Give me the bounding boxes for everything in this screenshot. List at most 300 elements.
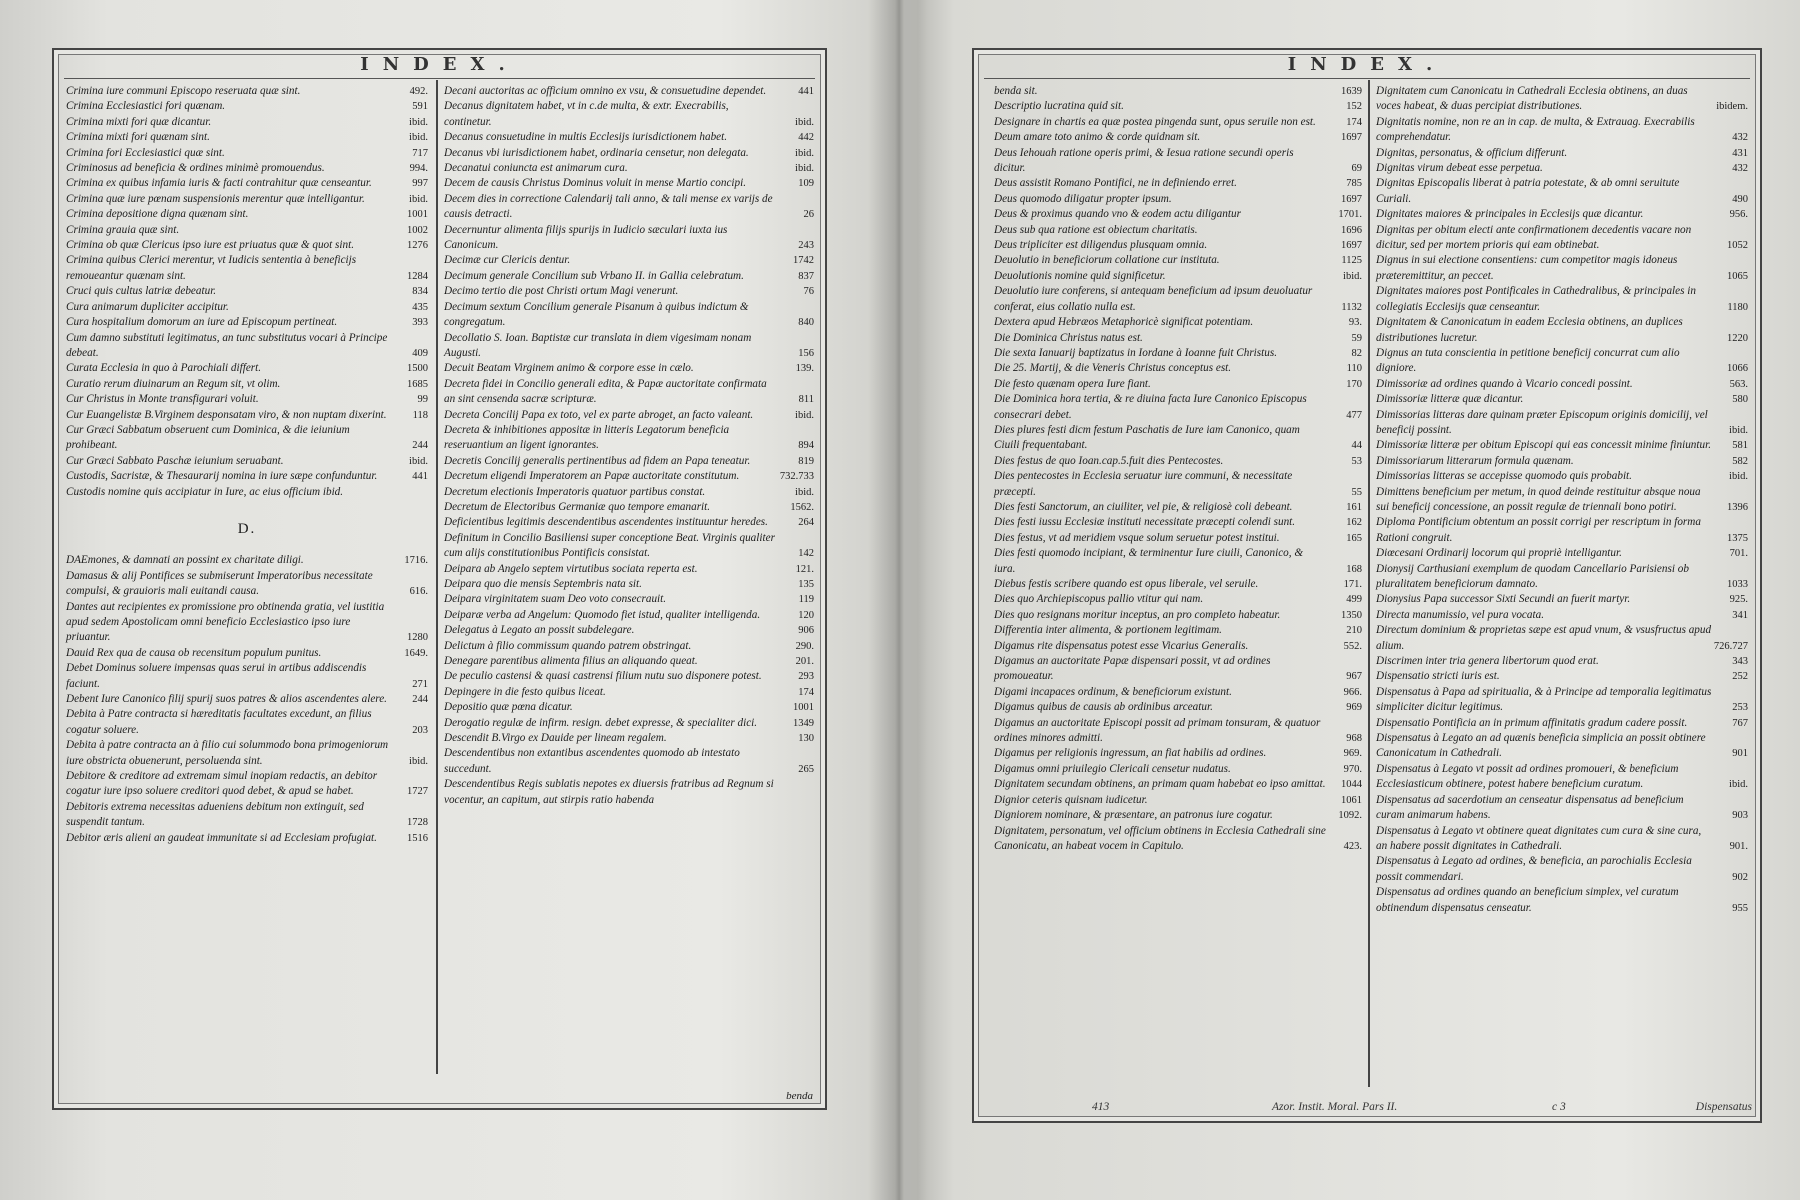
entry-text: Dies festus de quo Ioan.cap.5.fuit dies Pentecostes. [994, 454, 1224, 467]
entry-text: Digamus omni priuilegio Clericali censetur nudatus. [994, 762, 1231, 775]
entry-page-ref: ibidem. [1716, 101, 1748, 113]
entry-page-ref: 93. [1348, 317, 1362, 329]
index-entry [444, 654, 814, 669]
entry-page-ref: 1180 [1727, 301, 1748, 313]
index-entry [994, 146, 1362, 177]
entry-text: Crimina quæ iure pœnam suspensionis merentur quæ intelligantur. [66, 192, 365, 205]
entry-page-ref: 1033 [1727, 579, 1748, 590]
entry-text: Dispensatio Pontificia an in primum affinitatis gradum cadere possit. [1376, 716, 1688, 729]
entry-page-ref: ibid. [795, 163, 814, 175]
entry-page-ref: 264 [798, 517, 814, 529]
entry-page-ref: 1220 [1727, 332, 1748, 344]
entry-text: Deus quomodo diligatur propter ipsum. [994, 192, 1172, 205]
index-entry [66, 99, 428, 114]
index-entry [1376, 562, 1748, 593]
index-entry [994, 130, 1362, 145]
entry-text: Digamus an auctoritate Episcopi possit ad primam tonsuram, & quatuor ordines minores admitti. [994, 716, 1321, 745]
index-entry [444, 99, 814, 130]
index-entry [444, 777, 814, 808]
entry-page-ref: 552. [1343, 640, 1362, 652]
index-entry [1376, 716, 1748, 731]
entry-page-ref: 393 [412, 317, 428, 329]
index-entry [994, 623, 1362, 638]
header-rule [64, 78, 815, 79]
index-entry [66, 130, 428, 145]
index-entry [1376, 223, 1748, 254]
entry-page-ref: 120 [798, 609, 814, 621]
entry-page-ref: 1276 [407, 240, 428, 252]
entry-text: Crimina ob quæ Clericus ipso iure est priuatus quæ & quot sint. [66, 239, 354, 252]
index-entry [66, 392, 428, 407]
entry-page-ref: 925. [1729, 594, 1748, 606]
index-entry [444, 485, 814, 500]
index-entry [444, 377, 814, 408]
entry-text: Decreta fidei in Concilio generali edita, & Papæ auctoritate confirmata an sint censenda sacræ scripturæ. [444, 377, 767, 406]
entry-page-ref: 165 [1346, 532, 1362, 544]
entry-page-ref: 1092. [1338, 810, 1362, 822]
index-entry [1376, 284, 1748, 315]
entry-page-ref: 1375 [1727, 532, 1748, 544]
index-entry [994, 777, 1362, 792]
index-entry [1376, 762, 1748, 793]
entry-page-ref: 118 [412, 409, 428, 421]
entry-text: Deum amare toto animo & corde quidnam sit. [994, 131, 1201, 144]
index-entry [1376, 146, 1748, 161]
entry-text: Dignitas virum debeat esse perpetua. [1376, 162, 1543, 175]
gathering-mark: c 3 [1552, 1101, 1566, 1113]
entry-text: Decretum eligendi Imperatorem an Papæ auctoritate constitutum. [444, 470, 740, 483]
entry-page-ref: 591 [412, 101, 428, 113]
entry-text: Deuolutionis nomine quid significetur. [994, 269, 1166, 282]
entry-page-ref: 69 [1351, 163, 1362, 175]
index-entry [66, 176, 428, 191]
entry-text: Deipara virginitatem suam Deo voto consecrauit. [444, 593, 667, 606]
entry-text: Die Dominica hora tertia, & re diuina facta Iure Canonico Episcopus consecrari debet. [994, 393, 1307, 421]
entry-page-ref: 1742 [793, 255, 814, 267]
entry-page-ref: 580 [1732, 394, 1748, 406]
index-entry [66, 238, 428, 253]
entry-page-ref: 142 [798, 548, 814, 560]
page-footer [972, 1101, 1762, 1117]
index-entry [444, 454, 814, 469]
index-entry [1376, 454, 1748, 469]
entry-text: Dispensatus à Papa ad spiritualia, & à Principe ad temporalia legitimatus simpliciter dicitur legitimus. [1376, 685, 1712, 714]
entry-text: Dauid Rex qua de causa ob recensitum populum punitus. [66, 646, 322, 659]
index-entry [994, 515, 1362, 530]
index-entry [994, 392, 1362, 423]
entry-text: Damasus & alij Pontifices se submiserunt Imperatoribus necessitate compulsi, & grauioris mali euitandi causa. [66, 569, 373, 598]
index-entry [994, 269, 1362, 284]
index-entry [66, 661, 428, 692]
entry-text: Crimina iure communi Episcopo reseruata quæ sint. [66, 85, 301, 97]
entry-page-ref: 1065 [1727, 270, 1748, 282]
entry-text: Digamus an auctoritate Papæ dispensari possit, vt ad ordines promoueatur. [994, 655, 1271, 683]
entry-text: Descendentibus Regis sublatis nepotes ex diuersis fratribus ad Regnum si vocentur, an capitum, aut stirpis ratio habenda [444, 778, 774, 806]
entry-page-ref: 837 [798, 270, 814, 282]
entry-page-ref: 902 [1732, 871, 1748, 883]
column-divider [1368, 80, 1370, 1087]
index-entry [444, 685, 814, 700]
entry-page-ref: 477 [1346, 409, 1362, 421]
index-entry [66, 84, 428, 99]
page-header: INDEX. [360, 54, 519, 75]
entry-page-ref: 170 [1346, 378, 1362, 390]
entry-text: Digniorem nominare, & præsentare, an patronus iure cogatur. [994, 809, 1273, 822]
index-entry [444, 669, 814, 684]
index-entry [994, 361, 1362, 376]
index-entry [444, 331, 814, 362]
entry-text: Crimina depositione digna quænam sint. [66, 208, 249, 221]
entry-text: Dignitatem secundam obtinens, an primam quam habebat eo ipso amittat. [994, 778, 1326, 791]
entry-page-ref: 563. [1729, 378, 1748, 390]
entry-page-ref: 968 [1346, 733, 1362, 745]
entry-text: Dignitatem, personatum, vel officium obtinens in Ecclesia Cathedrali sine Canonicatu, an habeat vocem in Capitulo. [994, 824, 1326, 852]
entry-text: Dignus in sui electione consentiens: cum competitor magis idoneus præteremittitur, an peccet. [1376, 254, 1678, 282]
entry-text: benda sit. [994, 85, 1038, 97]
entry-text: Cum damno substituti legitimatus, an tunc substitutus vocari à Principe debeat. [66, 331, 388, 359]
index-entry [994, 531, 1362, 546]
entry-page-ref: 767 [1732, 717, 1748, 729]
index-entry [66, 331, 428, 362]
column-divider [436, 80, 438, 1074]
entry-page-ref: 1001 [793, 702, 814, 714]
entry-page-ref: 717 [412, 147, 428, 159]
entry-page-ref: 152 [1346, 101, 1362, 113]
index-entry [444, 253, 814, 268]
index-entry [994, 793, 1362, 808]
entry-text: Debitore & creditore ad extremam simul inopiam redactis, an debitor cogatur iure ipso soluere creditori quod debet, & apud se habet. [66, 770, 378, 798]
index-entry [66, 300, 428, 315]
entry-text: Digamus quibus de causis ab ordinibus arceatur. [994, 701, 1213, 714]
entry-page-ref: ibid. [1729, 779, 1748, 791]
right-page-column-2 [1376, 84, 1748, 916]
index-entry [444, 623, 814, 638]
index-entry [994, 284, 1362, 315]
index-entry [1376, 176, 1748, 207]
entry-text: Differentia inter alimenta, & portionem legitimam. [994, 624, 1222, 637]
entry-page-ref: 82 [1351, 347, 1362, 359]
entry-text: Digami incapaces ordinum, & beneficiorum existunt. [994, 685, 1232, 698]
entry-page-ref: 997 [412, 178, 428, 190]
entry-text: Debita à Patre contracta si hæreditatis facultates excedunt, an filius cogatur soluere. [66, 708, 372, 736]
entry-text: Dantes aut recipientes ex promissione pro obtinenda gratia, vel iustitia apud sedem Apostolicam omni beneficio Ecclesiastico ipso iure priuantur. [66, 600, 385, 644]
entry-text: Dignior ceteris quisnam iudicetur. [994, 793, 1148, 806]
entry-text: Dies festus, vt ad meridiem vsque solum seruetur potest institui. [994, 531, 1280, 544]
left-page-column-1 [66, 84, 428, 846]
index-entry [444, 639, 814, 654]
entry-text: Dimissoriarum litterarum formula quænam. [1376, 454, 1574, 467]
entry-text: Cruci quis cultus latriæ debeatur. [66, 285, 217, 298]
index-entry [444, 192, 814, 223]
entry-text: Dimissoriæ litteræ quæ dicantur. [1376, 393, 1524, 406]
entry-text: Digamus per religionis ingressum, an fiat habilis ad ordines. [994, 747, 1267, 760]
index-entry [66, 146, 428, 161]
entry-page-ref: 582 [1732, 455, 1748, 467]
entry-text: Criminosus ad beneficia & ordines minimè promouendus. [66, 162, 325, 175]
index-entry [66, 831, 428, 846]
entry-text: Dextera apud Hebræos Metaphoricè significat potentiam. [994, 316, 1254, 329]
entry-text: Decanus dignitatem habet, vt in c.de multa, & extr. Execrabilis, continetur. [444, 100, 729, 128]
entry-page-ref: 1562. [790, 501, 814, 513]
entry-page-ref: 1701. [1338, 209, 1362, 221]
entry-page-ref: 431 [1732, 147, 1748, 159]
entry-page-ref: 435 [412, 301, 428, 313]
index-entry [66, 207, 428, 222]
index-entry [994, 207, 1362, 222]
entry-text: Decem de causis Christus Dominus voluit in mense Martio concipi. [444, 177, 747, 190]
index-entry [444, 130, 814, 145]
index-entry [66, 692, 428, 707]
index-entry [66, 800, 428, 831]
entry-page-ref: 969. [1343, 748, 1362, 760]
index-entry [66, 115, 428, 130]
index-entry [444, 408, 814, 423]
index-entry [994, 454, 1362, 469]
index-entry [994, 608, 1362, 623]
entry-text: Decuit Beatam Virginem animo & corpore esse in cælo. [444, 362, 694, 375]
entry-page-ref: 616. [409, 586, 428, 598]
index-entry [1376, 623, 1748, 654]
entry-text: Diebus festis scribere quando est opus liberale, vel seruile. [994, 578, 1259, 590]
entry-text: Dispensatus à Legato vt obtinere queat dignitates cum cura & sine cura, an habere possit dignitates in Cathedrali. [1376, 824, 1702, 852]
index-entry [1376, 315, 1748, 346]
index-entry [994, 176, 1362, 191]
entry-text: Deficientibus legitimis descendentibus ascendentes instituuntur heredes. [444, 516, 768, 529]
entry-page-ref: 1284 [407, 270, 428, 282]
index-entry [66, 253, 428, 284]
entry-text: Dispensatus à Legato vt possit ad ordines promoueri, & beneficium Ecclesiasticum obtinere, potest habere beneficium curatum. [1376, 762, 1679, 791]
entry-text: Dispensatus à Legato an ad quænis beneficia simplicia an possit obtinere Canonicatum in Cathedrali. [1376, 732, 1706, 760]
entry-text: Dignitates maiores post Pontificales in Cathedralibus, & principales in collegiatis Ecclesijs quæ censeantur. [1376, 285, 1696, 313]
entry-page-ref: 441 [412, 471, 428, 483]
entry-text: Die festo quænam opera Iure fiant. [994, 377, 1151, 390]
entry-page-ref: 901. [1729, 840, 1748, 852]
entry-text: Dionysius Papa successor Sixti Secundi an fuerit martyr. [1376, 593, 1631, 606]
entry-page-ref: 244 [412, 694, 428, 706]
entry-text: Curata Ecclesia in quo à Parochiali differt. [66, 362, 262, 375]
index-entry [66, 223, 428, 238]
entry-text: Definitum in Concilio Basiliensi super conceptione Beat. Virginis qualiter cum alijs constitutionibus Pontificis consistat. [444, 531, 775, 560]
entry-page-ref: 499 [1346, 594, 1362, 606]
index-entry [444, 146, 814, 161]
entry-page-ref: 341 [1732, 609, 1748, 621]
index-entry [1376, 207, 1748, 222]
index-entry [66, 469, 428, 484]
index-entry [444, 469, 814, 484]
entry-page-ref: ibid. [795, 409, 814, 421]
entry-text: Delictum à filio commissum quando patrem obstringat. [444, 639, 692, 652]
index-entry [444, 608, 814, 623]
index-entry [66, 738, 428, 769]
entry-page-ref: 903 [1732, 810, 1748, 822]
entry-text: Descendit B.Virgo ex Dauide per lineam regalem. [444, 732, 667, 745]
entry-page-ref: 210 [1346, 625, 1362, 637]
entry-page-ref: 423. [1343, 840, 1362, 852]
entry-text: Dignitatis nomine, non re an in cap. de multa, & Extrauag. Execrabilis comprehendatur. [1376, 115, 1695, 144]
entry-text: Cur Græci Sabbato Paschæ ieiunium seruabant. [66, 454, 284, 467]
header-rule [984, 78, 1750, 79]
entry-page-ref: 1697 [1341, 132, 1362, 144]
index-entry [994, 223, 1362, 238]
index-entry [1376, 654, 1748, 669]
entry-page-ref: 1716. [404, 555, 428, 567]
index-entry [1376, 854, 1748, 885]
index-entry [444, 284, 814, 299]
entry-text: Dignitatem cum Canonicatu in Cathedrali Ecclesia obtinens, an duas voces habeat, & duas percipiat distributiones. [1376, 85, 1688, 113]
entry-page-ref: 110 [1346, 363, 1362, 375]
entry-page-ref: 906 [798, 625, 814, 637]
entry-text: Cura hospitalium domorum an iure ad Episcopum pertineat. [66, 316, 338, 329]
entry-page-ref: 409 [412, 347, 428, 359]
entry-text: Decretum de Electoribus Germaniæ quo tempore emanarit. [444, 500, 711, 513]
catchword: benda [786, 1090, 813, 1102]
index-entry [1376, 346, 1748, 377]
index-entry [994, 700, 1362, 715]
index-entry [994, 592, 1362, 607]
index-entry [994, 377, 1362, 392]
index-entry [994, 639, 1362, 654]
entry-text: Dionysij Carthusiani exemplum de quodam Cancellario Parisiensi ob pluralitatem beneficiorum damnato. [1376, 562, 1689, 590]
index-entry [1376, 685, 1748, 716]
entry-page-ref: 293 [798, 671, 814, 683]
entry-text: Dimittens beneficium per metum, in quod deinde restituitur absque noua sui beneficij concessione, an possit regulæ de triennali bono potiri. [1376, 485, 1701, 513]
entry-text: Decimæ cur Clericis dentur. [444, 254, 571, 267]
entry-text: Deuolutio iure conferens, si antequam beneficium ad ipsum deuoluatur conferat, eius collatio nulla est. [994, 285, 1313, 313]
entry-text: Diploma Pontificium obtentum an possit corrigi per rescriptum in forma Rationi congruit. [1376, 516, 1701, 544]
index-entry [444, 531, 814, 562]
index-entry [66, 361, 428, 376]
index-entry [994, 238, 1362, 253]
entry-text: Decernuntur alimenta filijs spurijs in Iudicio sæculari iuxta ius Canonicum. [444, 223, 728, 252]
right-page [972, 48, 1762, 1123]
entry-text: Dies plures festi dicm festum Paschatis de Iure iam Canonico, quam Ciuili frequentabant. [994, 423, 1300, 452]
index-entry [66, 423, 428, 454]
index-entry [66, 553, 428, 568]
index-entry [66, 454, 428, 469]
index-entry [994, 84, 1362, 99]
entry-page-ref: 174 [1346, 116, 1362, 128]
entry-page-ref: 271 [412, 678, 428, 690]
entry-page-ref: 171. [1343, 579, 1362, 590]
entry-page-ref: 901 [1732, 748, 1748, 760]
entry-page-ref: 243 [798, 240, 814, 252]
index-entry [66, 769, 428, 800]
entry-page-ref: ibid. [409, 116, 428, 128]
entry-page-ref: 130 [798, 733, 814, 745]
index-entry [444, 592, 814, 607]
entry-text: Denegare parentibus alimenta filius an aliquando queat. [444, 655, 698, 668]
signature-mark: 413 [1092, 1101, 1110, 1113]
entry-text: Derogatio regulæ de infirm. resign. debet expresse, & specialiter dici. [444, 716, 758, 729]
entry-page-ref: 1061 [1341, 794, 1362, 806]
entry-text: Deus Iehouah ratione operis primi, & Iesua ratione secundi operis dicitur. [994, 146, 1294, 175]
entry-text: Dignitas, personatus, & officium differunt. [1376, 146, 1568, 159]
index-entry [66, 161, 428, 176]
index-entry [994, 253, 1362, 268]
entry-text: Deuolutio in beneficiorum collatione cur instituta. [994, 254, 1220, 267]
index-entry [1376, 84, 1748, 115]
entry-page-ref: 53 [1351, 455, 1362, 467]
entry-page-ref: 966. [1343, 686, 1362, 698]
entry-page-ref: 811 [798, 394, 814, 406]
entry-page-ref: 955 [1732, 902, 1748, 914]
entry-page-ref: ibid. [409, 193, 428, 205]
index-entry [66, 377, 428, 392]
entry-text: Debitoris extrema necessitas adueniens debitum non extinguit, sed suspendit tantum. [66, 800, 364, 829]
entry-page-ref: ibid. [1729, 471, 1748, 483]
entry-page-ref: 1001 [407, 209, 428, 221]
entry-page-ref: 1649. [404, 647, 428, 659]
entry-text: Crimina grauia quæ sint. [66, 223, 180, 236]
entry-text: Deus sub qua ratione est obiectum charitatis. [994, 223, 1198, 236]
entry-text: Decanus vbi iurisdictionem habet, ordinaria censetur, non delegata. [444, 146, 749, 159]
entry-page-ref: 969 [1346, 702, 1362, 714]
index-entry [66, 284, 428, 299]
entry-page-ref: ibid. [795, 147, 814, 159]
entries-d-section [66, 553, 428, 846]
entry-text: Depositio quæ pœna dicatur. [444, 701, 573, 714]
index-entry [994, 99, 1362, 114]
right-page-column-1 [994, 84, 1362, 854]
entry-text: Dignitas Episcopalis liberat à patria potestate, & ab omni seruitute Curiali. [1376, 177, 1680, 205]
index-entry [66, 315, 428, 330]
entry-text: DAEmones, & damnati an possint ex charitate diligi. [66, 554, 304, 567]
index-entry [994, 500, 1362, 515]
index-entry [444, 161, 814, 176]
catchword: Dispensatus [1695, 1101, 1752, 1113]
index-entry [1376, 608, 1748, 623]
entry-text: Decimum sextum Concilium generale Pisanum à quibus indictum & congregatum. [444, 300, 749, 329]
entry-page-ref: 135 [798, 579, 814, 590]
entry-text: Decanus consuetudine in multis Ecclesijs iurisdictionem habet. [444, 131, 728, 144]
index-entry [66, 485, 428, 500]
entry-page-ref: 442 [798, 132, 814, 144]
index-entry [994, 423, 1362, 454]
entry-page-ref: 432 [1732, 163, 1748, 175]
entry-page-ref: 1697 [1341, 193, 1362, 205]
index-entry [444, 223, 814, 254]
entry-page-ref: 55 [1351, 486, 1362, 498]
entry-page-ref: 252 [1732, 671, 1748, 683]
entry-text: Dignitas per obitum electi ante confirmationem decedentis vacare non dicitur, sed per mortem prioris qui eam obtinebat. [1376, 223, 1692, 252]
entry-text: Dispensatus à Legato ad ordines, & beneficia, an parochialis Ecclesia possit commendari. [1376, 855, 1692, 883]
entry-page-ref: 161 [1346, 501, 1362, 513]
entry-text: Crimina fori Ecclesiastici quæ sint. [66, 146, 225, 159]
index-entry [994, 716, 1362, 747]
entries-di-section [1376, 84, 1748, 916]
index-entry [444, 176, 814, 191]
entry-page-ref: 970. [1343, 763, 1362, 775]
entry-text: Dies festi iussu Ecclesiæ instituti necessitate præcepti colendi sunt. [994, 516, 1296, 529]
entry-page-ref: 290. [795, 640, 814, 652]
index-entry [66, 646, 428, 661]
index-entry [994, 577, 1362, 592]
entry-page-ref: 121. [795, 563, 814, 575]
index-entry [444, 423, 814, 454]
entry-text: Descendentibus non extantibus ascendentes quomodo ab intestato succedunt. [444, 747, 740, 775]
entry-page-ref: 244 [412, 440, 428, 452]
entry-text: Deus & proximus quando vno & eodem actu diligantur [994, 208, 1241, 221]
entry-text: Directa manumissio, vel pura vocata. [1376, 608, 1544, 621]
index-entry [444, 562, 814, 577]
entry-page-ref: 1727 [407, 786, 428, 798]
entry-text: Crimina Ecclesiastici fori quænam. [66, 100, 226, 113]
entry-text: Dignus an tuta conscientia in petitione beneficij concurrat cum alio digniore. [1376, 346, 1680, 375]
index-entry [1376, 592, 1748, 607]
entry-text: Dimissorias litteras se accepisse quomodo quis probabit. [1376, 470, 1632, 483]
index-entry [444, 577, 814, 592]
entry-page-ref: 1685 [407, 378, 428, 390]
